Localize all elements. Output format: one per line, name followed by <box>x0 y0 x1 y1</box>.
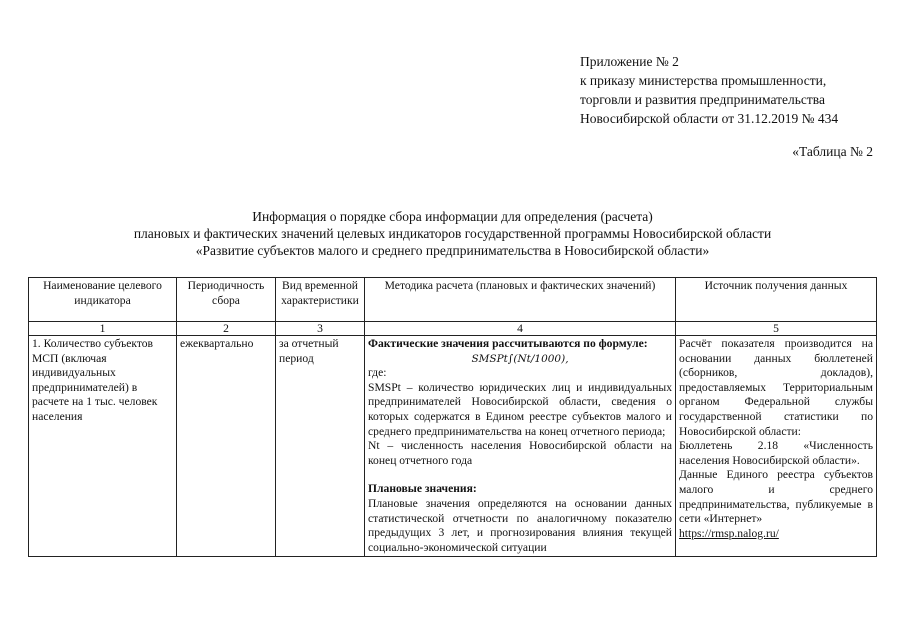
plan-text: Плановые значения определяются на основании данных статистической отчетности по аналогичному показателю предыдущих 3 лет, и прогнозирования влияния текущей социально-экономической ситуации <box>368 496 672 554</box>
title-line: плановых и фактических значений целевых индикаторов государственной программы Новосибирской области <box>133 226 772 241</box>
where-label: где: <box>368 366 387 380</box>
column-number: 5 <box>676 322 877 336</box>
time-type-cell: за отчетный период <box>276 336 365 557</box>
table-row <box>29 336 877 557</box>
column-number: 2 <box>177 322 276 336</box>
column-number: 4 <box>365 322 676 336</box>
header-cell: Источник получения данных <box>676 278 877 322</box>
appendix-header <box>580 52 838 128</box>
indicator-cell: 1. Количество субъектов МСП (включая индивидуальных предпринимателей) в расчете на 1 тыс. человек населения <box>29 336 177 557</box>
source-cell <box>676 336 877 557</box>
periodicity-cell: ежеквартально <box>177 336 276 557</box>
appendix-line: к приказу министерства промышленности, <box>580 73 827 88</box>
header-cell: Наименование целевого индикатора <box>29 278 177 322</box>
title-line: «Развитие субъектов малого и среднего предпринимательства в Новосибирской области» <box>195 243 710 258</box>
fact-heading: Фактические значения рассчитываются по формуле: <box>368 337 648 350</box>
source-paragraph: Данные Единого реестра субъектов малого и среднего предпринимательства, публикуемые в сети «Интернет» <box>679 468 873 526</box>
source-paragraph: Бюллетень 2.18 «Численность населения Новосибирской области». <box>679 439 873 467</box>
appendix-line: Приложение № 2 <box>580 54 679 69</box>
table-label: «Таблица № 2 <box>792 144 873 159</box>
indicators-table <box>28 277 877 557</box>
document-title <box>0 208 905 259</box>
formula: SMSPt∫(Nt/1000), <box>471 352 569 365</box>
column-number-row <box>29 322 877 336</box>
appendix-line: торговли и развития предпринимательства <box>580 92 825 107</box>
source-link[interactable]: https://rmsp.nalog.ru/ <box>679 526 779 540</box>
header-cell: Периодичность сбора <box>177 278 276 322</box>
table-header-row <box>29 278 877 322</box>
title-line: Информация о порядке сбора информации для определения (расчета) <box>252 209 653 224</box>
appendix-line: Новосибирской области от 31.12.2019 № 434 <box>580 111 839 126</box>
plan-heading: Плановые значения: <box>368 482 477 496</box>
source-paragraph: Расчёт показателя производится на основании данных бюллетеней (сборников, докладов), предоставляемых Территориальным органом Федеральной службы государственной статистики по Новосибирской области: <box>679 337 873 438</box>
header-cell: Методика расчета (плановых и фактических значений) <box>365 278 676 322</box>
method-cell <box>365 336 676 557</box>
column-number: 3 <box>276 322 365 336</box>
smsp-definition: SMSPt – количество юридических лиц и индивидуальных предпринимателей Новосибирской области, сведения о которых содержатся в Едином реестре субъектов малого и среднего предпринимательства на конец отчетного периода; <box>368 380 672 438</box>
column-number: 1 <box>29 322 177 336</box>
n-definition: Nt – численность населения Новосибирской области на конец отчетного года <box>368 439 672 467</box>
header-cell: Вид временной характеристики <box>276 278 365 322</box>
